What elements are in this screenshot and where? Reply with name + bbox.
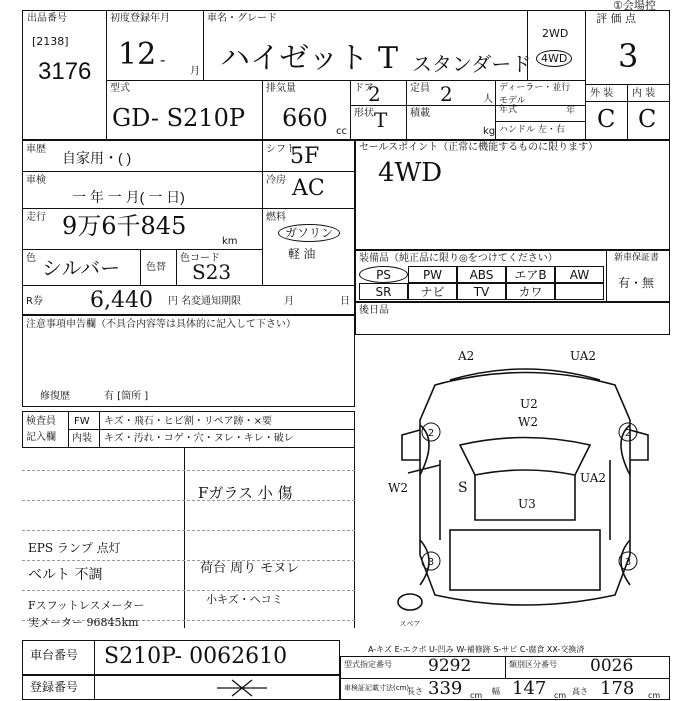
fuel-diesel: 軽 油 — [288, 247, 316, 261]
aircon-value: AC — [292, 176, 325, 201]
lot-label: 出品番号 — [27, 13, 67, 24]
registration-month-label: 月 — [190, 66, 200, 77]
color-code-label: 色コード — [180, 253, 220, 264]
car-front-bumper — [450, 369, 600, 380]
name-change-day: 日 — [340, 296, 350, 307]
notes-label: 注意事項申告欄（不具合内容等は具体的に記入して下さい） — [26, 319, 296, 330]
shift-label: シフト — [266, 144, 296, 155]
load-unit: kg — [483, 126, 496, 137]
inspector-row2-head: 内装 — [72, 433, 92, 444]
vehicle-damage-diagram — [380, 340, 670, 635]
cert-length-label: 長さ — [407, 687, 423, 696]
delivery-block — [355, 302, 670, 335]
mileage-label: 走行 — [26, 212, 46, 223]
note-meter: Fスフットレスメーター — [28, 599, 145, 612]
drive-2wd: 2WD — [542, 27, 569, 40]
capacity-unit: 人 — [483, 94, 493, 105]
diagram-mark-u3: U3 — [518, 497, 536, 511]
cert-height-unit: cm — [648, 691, 661, 700]
history-label: 車歴 — [26, 144, 46, 155]
displacement-label: 排気量 — [266, 83, 296, 94]
inspector-label-2: 記入欄 — [26, 432, 56, 443]
equipment-label: 装備品（純正品に限り◎をつけてください） — [359, 253, 558, 264]
warranty-value: 有・無 — [618, 276, 655, 290]
diagram-mark-s: S — [458, 480, 468, 496]
door-value: 2 — [368, 82, 381, 106]
inspector-label-1: 検査員 — [26, 416, 56, 427]
lot-tag: [2138] — [32, 35, 69, 48]
equipment-item-blank — [555, 283, 604, 300]
delivery-label: 後日品 — [359, 305, 389, 316]
selling-points-value: 4WD — [378, 158, 443, 188]
equipment-item-カワ: カワ — [506, 283, 555, 300]
tire-fl-value: 2 — [427, 428, 435, 439]
history-value: 自家用・( ) — [62, 150, 132, 166]
registration-label: 初度登録年月 — [110, 13, 170, 24]
score-ext-value: C — [597, 105, 616, 133]
type-value: GD- S210P — [112, 104, 245, 132]
load-label: 積載 — [410, 108, 430, 119]
recycle-value: 6,440 — [90, 288, 153, 313]
displacement-value: 660 — [282, 104, 328, 132]
score-ext-label: 外 装 — [590, 88, 614, 99]
note-front-glass: Fガラス 小 傷 — [198, 484, 293, 502]
name-change-month: 月 — [284, 296, 294, 307]
equipment-item-PS: PS — [359, 266, 408, 283]
recycle-label: R券 — [26, 296, 43, 307]
score-int-label: 内 装 — [632, 88, 656, 99]
note-belt: ベルト 不調 — [28, 567, 103, 583]
cert-height-label: 高さ — [572, 687, 588, 696]
aircon-label: 冷房 — [266, 175, 286, 186]
left-mirror — [402, 430, 420, 460]
cert-class-label: 類別区分番号 — [509, 660, 557, 669]
cert-width-unit: cm — [554, 691, 567, 700]
car-windshield — [460, 438, 590, 476]
note-small-dents: 小キズ・ヘコミ — [206, 593, 283, 606]
right-mirror — [630, 430, 648, 460]
diagram-mark-ua2-right: UA2 — [580, 471, 607, 485]
chassis-value: S210P- 0062610 — [104, 644, 288, 669]
shape-label: 形状 — [354, 108, 374, 119]
recycle-unit: 円 — [168, 296, 178, 307]
diagram-mark-u2: U2 — [520, 397, 538, 411]
dealer-label: ディーラー・並行 — [499, 83, 571, 93]
door-label: ドア — [354, 83, 374, 94]
color-value: シルバー — [42, 256, 121, 280]
color-label: 色 — [26, 253, 36, 264]
model-name: ハイゼット T — [220, 41, 399, 76]
cert-length-unit: cm — [470, 691, 483, 700]
venue-copy-label: ①会場控 — [613, 0, 656, 12]
inspector-row1: キズ・飛石・ヒビ割・リペア跡・×要 — [104, 416, 272, 427]
model-year-label: モデル 年式 — [499, 96, 526, 115]
handle-label: ハンドル 左・右 — [499, 125, 565, 135]
inspector-row2: キズ・汚れ・コゲ・穴・ヌレ・キレ・破レ — [104, 433, 294, 444]
model-label: 車名・グレード — [207, 13, 277, 24]
equipment-item-ナビ: ナビ — [408, 283, 457, 300]
diagram-mark-ua2-top: UA2 — [570, 349, 597, 363]
inspection-value: 一 年 一 月( 一 日) — [72, 189, 185, 205]
spare-tire — [398, 594, 422, 610]
cert-dimension-label: 車検証記載寸法(cm) — [344, 684, 410, 692]
cert-type-value: 9292 — [428, 656, 472, 676]
cert-type-label: 型式指定番号 — [344, 660, 392, 669]
equipment-item-AW: AW — [555, 266, 604, 283]
diagram-mark-a2: A2 — [458, 349, 475, 363]
fuel-gasoline-circled: ガソリン — [278, 224, 340, 242]
capacity-value: 2 — [440, 82, 453, 106]
note-eps: EPS ランプ 点灯 — [28, 541, 121, 555]
spare-label: スペア — [399, 620, 421, 628]
cert-width-label: 幅 — [492, 687, 500, 696]
selling-points-block — [355, 140, 670, 250]
cert-length-value: 339 — [428, 678, 463, 699]
capacity-label: 定員 — [410, 83, 430, 94]
score-value: 3 — [618, 37, 639, 75]
cert-height-value: 178 — [600, 678, 635, 699]
equipment-item-PW: PW — [408, 266, 457, 283]
equipment-item-エアB: エアB — [506, 266, 555, 283]
note-rust: 荷台 周り モヌレ — [200, 561, 300, 576]
damage-legend: A-キズ E-エクボ U-凹み W-補修跡 S-サビ C-腐食 XX-交換済 — [368, 645, 585, 654]
cert-width-value: 147 — [512, 678, 547, 699]
color-code-value: S23 — [192, 260, 232, 284]
color-repaint-label: 色替 — [146, 262, 166, 273]
diagram-mark-w2-top: W2 — [518, 415, 538, 429]
year-unit: 年 — [566, 106, 576, 116]
name-change-label: 名変通知期限 — [181, 296, 241, 307]
chassis-label: 車台番号 — [30, 648, 79, 662]
type-label: 型式 — [110, 83, 130, 94]
fuel-label: 燃料 — [266, 212, 286, 223]
plate-crossout — [212, 676, 272, 700]
lot-number: 3176 — [38, 58, 92, 85]
inspector-row1-head: FW — [74, 416, 90, 427]
shift-value: 5F — [290, 144, 320, 169]
model-grade: スタンダード — [412, 52, 532, 76]
selling-points-label: セールスポイント（正常に機能するものに限ります） — [359, 142, 599, 153]
repair-label: 修復歴 — [40, 391, 70, 402]
registration-year: 12 — [118, 37, 157, 72]
mileage-unit: km — [222, 236, 238, 247]
drive-4wd-circled: 4WD — [536, 50, 572, 67]
tire-rr-value: 3 — [624, 557, 632, 568]
shape-value: T — [374, 108, 388, 132]
score-int-value: C — [638, 105, 657, 133]
warranty-label: 新車保証書 — [614, 253, 660, 263]
note-meter2: 実メーター 96845km — [28, 616, 139, 629]
equipment-item-SR: SR — [359, 283, 408, 300]
score-label: 評 価 点 — [596, 12, 636, 25]
equipment-item-ABS: ABS — [457, 266, 506, 283]
mileage-value: 9万6千845 — [62, 212, 187, 240]
plate-label: 登録番号 — [30, 680, 79, 694]
cert-class-value: 0026 — [590, 656, 634, 676]
tire-rl-value: 3 — [427, 557, 435, 568]
repair-value: 有 [箇所 ] — [104, 391, 149, 402]
registration-dash: - — [160, 50, 166, 69]
equipment-item-TV: TV — [457, 283, 506, 300]
tire-fr-value: 2 — [624, 428, 632, 439]
displacement-unit: cc — [336, 126, 347, 137]
diagram-mark-w2-left: W2 — [388, 481, 408, 495]
inspection-label: 車検 — [26, 175, 46, 186]
car-bed — [450, 530, 600, 590]
